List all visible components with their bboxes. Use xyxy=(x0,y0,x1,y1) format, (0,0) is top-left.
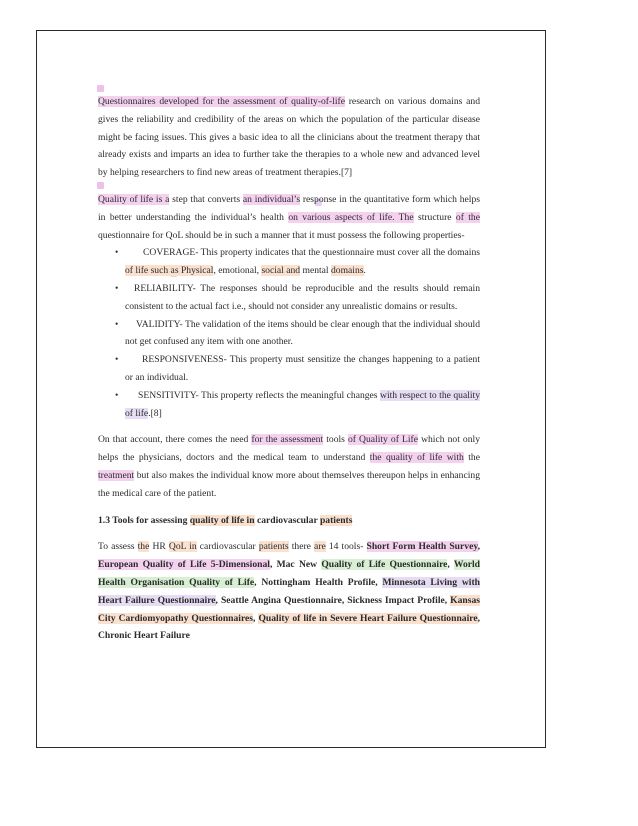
text: , Mac New xyxy=(269,559,322,571)
highlight: for the assessment xyxy=(251,434,324,446)
highlight: are xyxy=(314,541,326,553)
highlight: of Quality of Life xyxy=(347,434,418,446)
paragraph-3 xyxy=(98,431,480,502)
highlight: Quality of life is a xyxy=(98,193,170,205)
list-item xyxy=(98,351,480,387)
highlight: patients xyxy=(258,541,289,553)
text: , emotional, xyxy=(213,265,262,277)
highlight: World Health Organisation Quality of Life xyxy=(98,559,481,588)
text: , Nottingham Health Profile, xyxy=(254,576,383,588)
highlight: on various aspects of life. The xyxy=(288,211,414,223)
highlight: Quality of life in Severe Heart Failure Questionnaire xyxy=(258,612,478,624)
text: RESPONSIVENESS- This property must sensitize the changes happening to a patient or an individual. xyxy=(125,354,480,383)
highlight: domains xyxy=(330,265,364,277)
text: structure xyxy=(413,211,456,223)
text: but also makes the individual know more about themselves thereupon helps in enhancing the medical care of the patient. xyxy=(98,469,480,499)
annotation-marker xyxy=(97,85,104,92)
text: . xyxy=(363,265,366,277)
text: To assess xyxy=(98,541,138,553)
text: which not only helps the physicians, doctors and the medical team to understand xyxy=(98,434,480,464)
highlight: QoL in xyxy=(168,541,197,553)
text: mental xyxy=(300,265,331,277)
text: cardiovascular xyxy=(196,541,259,553)
text: questionnaire for QoL should be in such a manner that it must possess the following properties- xyxy=(98,229,465,241)
text: .[8] xyxy=(148,407,162,419)
text: 1.3 Tools for assessing xyxy=(98,514,190,526)
text: the xyxy=(463,452,480,464)
highlight: Minnesota Living with Heart Failure Questionnaire xyxy=(98,576,480,606)
highlight: Questionnaires developed for the assessment of quality-of-life xyxy=(98,96,345,107)
paragraph-4 xyxy=(98,538,480,645)
highlight: the quality of life with xyxy=(369,452,464,464)
text: tools xyxy=(323,434,348,446)
document-body xyxy=(98,93,480,645)
text: SENSITIVITY- This property reflects the meaningful changes xyxy=(138,389,381,401)
text: research on various domains and gives the reliability and credibility of the areas on which the population of the particular disease might be facing issues. This gives a basic idea to all the clinicians about the treatment therapy that already exists and imparts an idea to further take the therapies to a whole new and advanced level by helping researchers to find new areas of treatment therapies.[7] xyxy=(98,96,480,179)
text: , Seattle Angina Questionnaire, Sickness Impact Profile, xyxy=(215,594,451,606)
paragraph-1 xyxy=(98,93,480,182)
highlight: an individual’s xyxy=(242,193,301,205)
text: , xyxy=(447,559,454,571)
property-list xyxy=(98,244,480,422)
highlight: Short Form Health Survey xyxy=(366,541,478,553)
text: HR xyxy=(149,541,169,553)
text: , Chronic Heart Failure xyxy=(98,612,480,642)
list-item xyxy=(98,280,480,316)
paragraph-2 xyxy=(98,191,480,244)
text: step that converts xyxy=(169,193,243,205)
text: cardiovascular xyxy=(254,514,320,526)
text xyxy=(125,247,480,276)
highlight: the xyxy=(137,541,150,553)
text: , xyxy=(477,541,481,553)
highlight: quality of life in xyxy=(189,514,255,526)
list-item xyxy=(98,387,480,423)
highlight: Quality of Life Questionnaire xyxy=(321,559,448,571)
list-item xyxy=(98,316,480,352)
bullet-icon: • xyxy=(115,247,119,259)
highlight: Kansas City Cardiomyopathy Questionnaires xyxy=(98,594,480,624)
text: response in the quantitative form which helps in better understanding the individual’s health xyxy=(98,193,480,223)
bullet-icon: • xyxy=(115,318,119,330)
highlight: treatment xyxy=(98,469,135,481)
bullet-icon: • xyxy=(115,389,119,401)
list-item xyxy=(98,244,480,280)
highlight: social and xyxy=(261,265,301,277)
bullet-icon: • xyxy=(115,354,119,366)
text: VALIDITY- The validation of the items should be clear enough that the individual should not get confused any item with one another. xyxy=(125,318,480,348)
text: COVERAGE- This property indicates that the questionnaire must cover all the domains xyxy=(143,247,480,259)
text: there xyxy=(288,541,315,553)
highlight: patients xyxy=(319,514,353,526)
section-heading xyxy=(98,512,480,530)
bullet-icon: • xyxy=(115,282,119,294)
highlight: with respect to the quality of life xyxy=(125,389,480,419)
highlight: European Quality of Life 5-Dimensional xyxy=(98,559,270,571)
text: On that account, there comes the need xyxy=(98,434,252,446)
highlight: of the xyxy=(455,211,480,223)
highlight: of life such as Physical xyxy=(125,265,214,277)
text: 14 tools- xyxy=(325,541,367,553)
text: RELIABILITY- The responses should be reproducible and the results should remain consistent to the actual fact i.e., should not consider any unrealistic domains or results. xyxy=(125,282,480,312)
text: , xyxy=(253,612,259,624)
text xyxy=(125,390,480,419)
